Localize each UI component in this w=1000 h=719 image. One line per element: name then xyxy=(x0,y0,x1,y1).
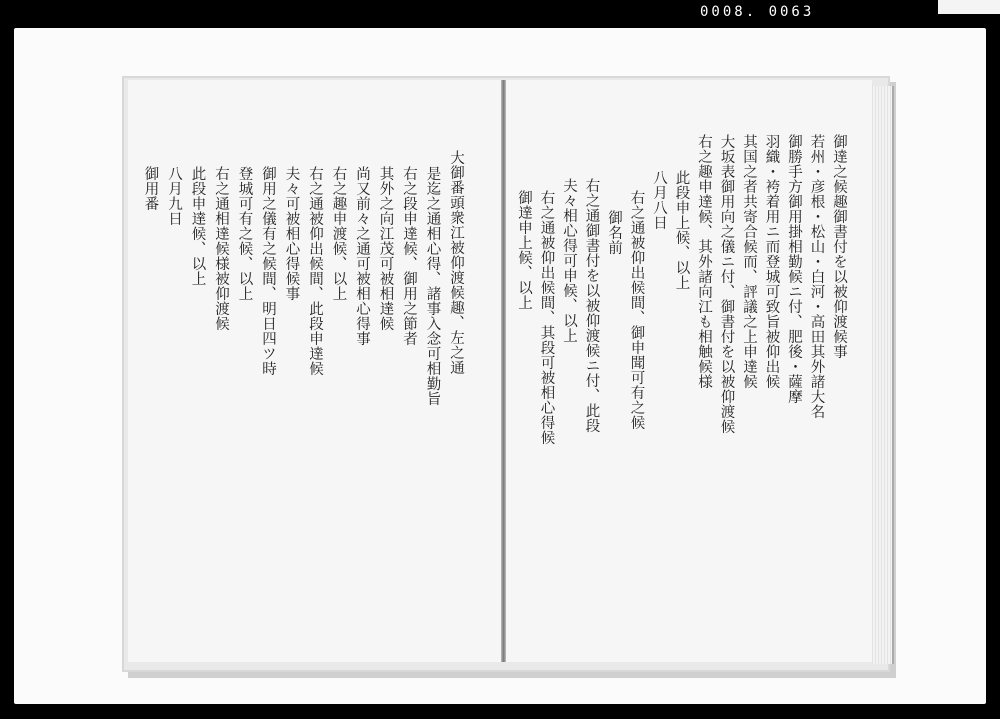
text-column: 此段申上候、以上 xyxy=(673,170,690,290)
left-page xyxy=(128,80,501,662)
film-frame-tab xyxy=(938,0,1000,14)
text-column: 是迄之通相心得、諸事入念可相勤旨 xyxy=(424,166,441,406)
text-column: 其外之向江茂可被相達候 xyxy=(377,166,394,331)
text-column: 大御番頭衆江被仰渡候趣、左之通 xyxy=(448,150,464,375)
text-column: 八月八日 xyxy=(651,170,667,230)
text-column: 御勝手方御用掛相勤候ニ付、肥後・薩摩 xyxy=(786,134,802,404)
text-column: 御用之儀有之候間、明日四ツ時 xyxy=(260,166,276,376)
text-column: 若州・彦根・松山・白河・高田其外諸大名 xyxy=(808,134,825,419)
text-column: 夫々可被相心得候事 xyxy=(283,166,300,301)
right-page xyxy=(506,80,872,662)
text-column: 夫々相心得可申候、以上 xyxy=(561,178,577,343)
text-column: 尚又前々之通可被相心得事 xyxy=(354,166,370,346)
text-column: 右之趣申渡候、以上 xyxy=(330,166,347,301)
page-stack-edge xyxy=(872,86,894,664)
text-column: 右之通被仰出候間、此段申達候 xyxy=(307,166,323,376)
text-column: 右之趣申達候、其外諸向江も相触候様 xyxy=(696,134,712,389)
text-column: 右之通被仰出候間、其段可被相心得候 xyxy=(538,190,555,445)
text-column: 右之通御書付を以被仰渡候ニ付、此段 xyxy=(583,178,600,433)
frame-number-label: 0008. 0063 xyxy=(700,4,815,20)
text-column: 大坂表御用向之儀ニ付、御書付を以被仰渡候 xyxy=(718,134,735,434)
text-column: 右之通被仰出候間、御申聞可有之候 xyxy=(628,190,645,430)
text-column: 此段申達候、以上 xyxy=(189,166,206,286)
text-column: 其国之者共寄合候而、評議之上申達候 xyxy=(741,134,757,389)
text-column: 右之通相達候様被仰渡候 xyxy=(213,166,229,331)
text-column: 御名前 xyxy=(606,210,622,255)
text-column: 御達之候趣御書付を以被仰渡候事 xyxy=(831,134,847,359)
text-column: 登城可有之候、以上 xyxy=(236,166,253,301)
text-column: 右之段申達候、御用之節者 xyxy=(401,166,417,346)
text-column: 御達申上候、以上 xyxy=(516,190,532,310)
text-column: 羽織・袴着用ニ而登城可致旨被仰出候 xyxy=(763,134,780,389)
text-column: 御用番 xyxy=(142,166,159,211)
text-column: 八月九日 xyxy=(166,166,182,226)
